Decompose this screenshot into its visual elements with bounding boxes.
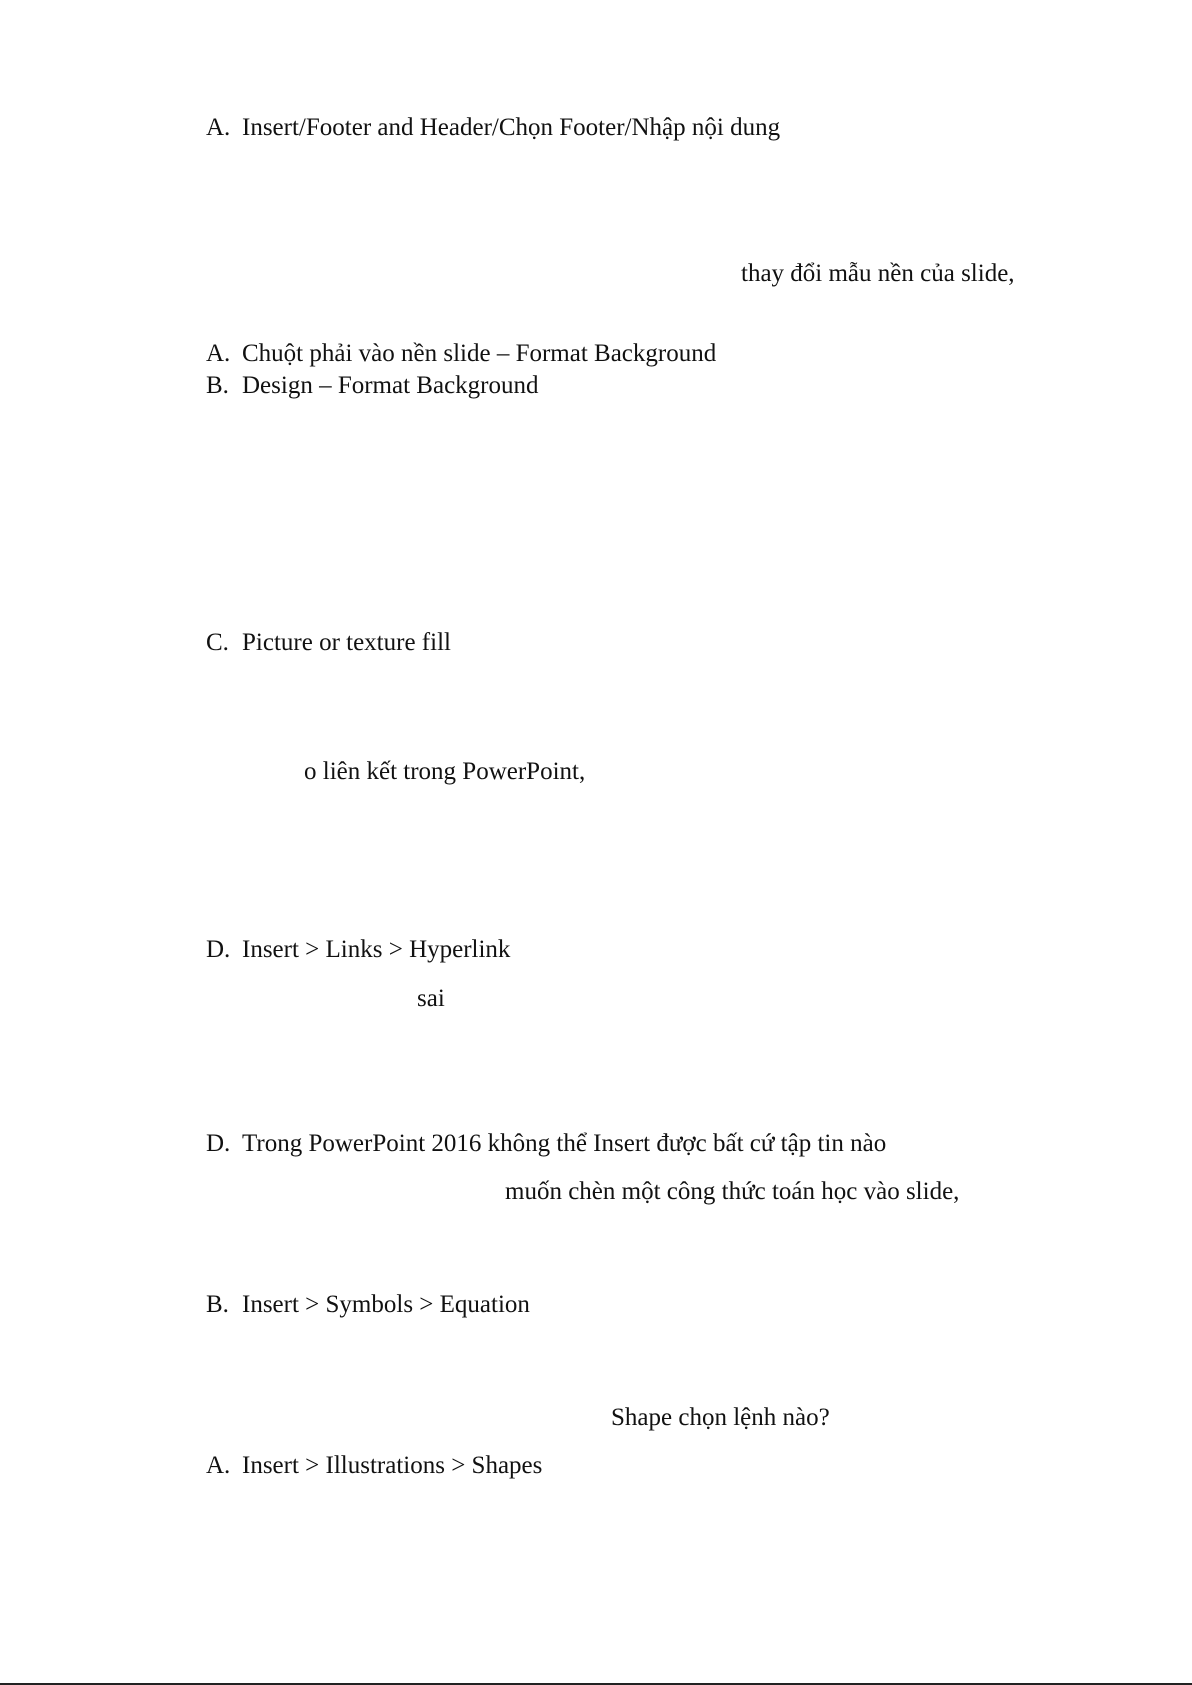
- option-letter: B.: [206, 1291, 229, 1318]
- question-text: Shape chọn lệnh nào?: [611, 1404, 830, 1431]
- answer-option-b: [206, 1290, 530, 1320]
- option-text: Trong PowerPoint 2016 không thể Insert được bất cứ tập tin nào: [242, 1130, 887, 1157]
- answer-option-d: [206, 935, 510, 965]
- option-text: Insert > Illustrations > Shapes: [242, 1452, 543, 1479]
- question-fragment: [611, 1403, 830, 1433]
- question-fragment: [417, 984, 445, 1014]
- question-fragment: [304, 757, 585, 787]
- question-fragment: [741, 259, 1015, 289]
- option-text: Chuột phải vào nền slide – Format Background: [242, 340, 717, 367]
- option-text: Insert > Symbols > Equation: [242, 1291, 530, 1318]
- answer-option-c: [206, 628, 451, 658]
- question-text: muốn chèn một công thức toán học vào slide,: [505, 1178, 960, 1205]
- option-letter: A.: [206, 114, 231, 141]
- answer-option-a: [206, 113, 780, 143]
- option-letter: A.: [206, 340, 231, 367]
- option-letter: A.: [206, 1452, 231, 1479]
- question-text: sai: [417, 985, 445, 1012]
- option-text: Design – Format Background: [242, 372, 539, 399]
- question-text: o liên kết trong PowerPoint,: [304, 758, 586, 785]
- option-letter: D.: [206, 1130, 231, 1157]
- answer-option-a: [206, 339, 716, 369]
- answer-option-b: [206, 371, 538, 401]
- option-text: Picture or texture fill: [242, 629, 451, 656]
- option-letter: B.: [206, 372, 229, 399]
- answer-option-a: [206, 1451, 542, 1481]
- answer-option-d: [206, 1129, 886, 1159]
- option-text: Insert/Footer and Header/Chọn Footer/Nhập nội dung: [242, 114, 781, 141]
- option-letter: C.: [206, 629, 229, 656]
- question-fragment: [505, 1177, 959, 1207]
- option-text: Insert > Links > Hyperlink: [242, 936, 511, 963]
- option-letter: D.: [206, 936, 231, 963]
- question-text: thay đổi mẫu nền của slide,: [741, 260, 1015, 287]
